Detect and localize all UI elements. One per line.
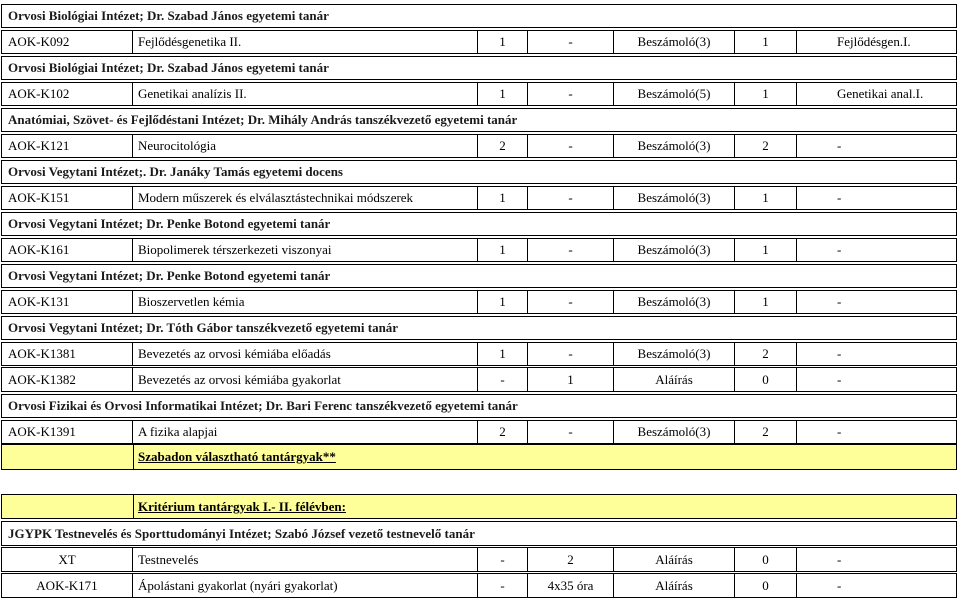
section-header bbox=[1, 521, 957, 546]
course-code: AOK-K151 bbox=[2, 187, 133, 209]
credit: 1 bbox=[735, 239, 797, 261]
prerequisite: Fejlődésgen.I. bbox=[837, 34, 911, 49]
course-code: AOK-K102 bbox=[2, 83, 133, 105]
lecture-hours: - bbox=[478, 548, 528, 571]
lecture-hours: 2 bbox=[478, 421, 528, 443]
prerequisite: - bbox=[837, 424, 842, 439]
prerequisite: - bbox=[837, 190, 842, 205]
lecture-hours: 1 bbox=[478, 239, 528, 261]
credit: 1 bbox=[735, 83, 797, 105]
exam-type: Aláírás bbox=[614, 368, 735, 391]
course-code: AOK-K1382 bbox=[2, 368, 133, 391]
lecture-hours: - bbox=[478, 368, 528, 391]
exam-type: Beszámoló(3) bbox=[614, 343, 735, 365]
course-name: Bevezetés az orvosi kémiába előadás bbox=[133, 343, 478, 365]
lecture-hours: 1 bbox=[478, 187, 528, 209]
practice-hours: - bbox=[528, 239, 614, 261]
course-name: A fizika alapjai bbox=[133, 421, 478, 443]
table-row bbox=[1, 238, 957, 262]
course-code: XT bbox=[2, 548, 133, 571]
course-name: Fejlődésgenetika II. bbox=[133, 31, 478, 53]
prerequisite: - bbox=[837, 551, 842, 567]
course-code: AOK-K161 bbox=[2, 239, 133, 261]
credit: 0 bbox=[735, 548, 797, 571]
section-title: Orvosi Biológiai Intézet; Dr. Szabad János egyetemi tanár bbox=[8, 8, 329, 23]
prerequisite: Genetikai anal.I. bbox=[837, 86, 924, 101]
section-title: Orvosi Fizikai és Orvosi Informatikai Intézet; Dr. Bari Ferenc tanszékvezető egyetemi tanár bbox=[8, 398, 518, 413]
course-code: AOK-K092 bbox=[2, 31, 133, 53]
empty-cell bbox=[2, 494, 134, 519]
exam-type: Beszámoló(3) bbox=[614, 187, 735, 209]
table-row bbox=[1, 342, 957, 366]
exam-type: Beszámoló(5) bbox=[614, 83, 735, 105]
section-header bbox=[1, 394, 957, 418]
table-row bbox=[1, 186, 957, 210]
section-title: Orvosi Biológiai Intézet; Dr. Szabad János egyetemi tanár bbox=[8, 60, 329, 75]
course-code: AOK-K171 bbox=[2, 574, 133, 597]
credit: 2 bbox=[735, 421, 797, 443]
exam-type: Aláírás bbox=[614, 548, 735, 571]
credit: 2 bbox=[735, 343, 797, 365]
course-code: AOK-K131 bbox=[2, 291, 133, 313]
prerequisite: - bbox=[837, 371, 842, 387]
section-header bbox=[1, 316, 957, 340]
table-row bbox=[1, 82, 957, 106]
highlight-row bbox=[1, 444, 957, 470]
lecture-hours: 1 bbox=[478, 31, 528, 53]
course-name: Bevezetés az orvosi kémiába gyakorlat bbox=[133, 368, 478, 391]
credit: 1 bbox=[735, 187, 797, 209]
practice-hours: - bbox=[528, 421, 614, 443]
highlight-row bbox=[1, 494, 957, 519]
credit: 0 bbox=[735, 368, 797, 391]
prerequisite: - bbox=[837, 242, 842, 257]
section-header bbox=[1, 160, 957, 184]
table-row bbox=[1, 573, 957, 598]
section-header bbox=[1, 4, 957, 28]
table-row bbox=[1, 367, 957, 392]
practice-hours: - bbox=[528, 291, 614, 313]
exam-type: Beszámoló(3) bbox=[614, 239, 735, 261]
credit: 1 bbox=[735, 291, 797, 313]
exam-type: Beszámoló(3) bbox=[614, 135, 735, 157]
section-title: Orvosi Vegytani Intézet; Dr. Penke Botond egyetemi tanár bbox=[8, 268, 331, 283]
section-title: Orvosi Vegytani Intézet; Dr. Penke Botond egyetemi tanár bbox=[8, 216, 331, 231]
prerequisite: - bbox=[837, 138, 842, 153]
table-row bbox=[1, 290, 957, 314]
table-row bbox=[1, 547, 957, 572]
practice-hours: - bbox=[528, 343, 614, 365]
course-name: Biopolimerek térszerkezeti viszonyai bbox=[133, 239, 478, 261]
table-row bbox=[1, 30, 957, 54]
table-row bbox=[1, 420, 957, 444]
prerequisite: - bbox=[837, 346, 842, 361]
exam-type: Aláírás bbox=[614, 574, 735, 597]
section-title: Orvosi Vegytani Intézet;. Dr. Janáky Tamás egyetemi docens bbox=[8, 164, 343, 179]
course-name: Genetikai analízis II. bbox=[133, 83, 478, 105]
course-name: Modern műszerek és elválasztástechnikai módszerek bbox=[133, 187, 478, 209]
course-name: Bioszervetlen kémia bbox=[133, 291, 478, 313]
practice-hours: - bbox=[528, 83, 614, 105]
course-name: Neurocitológia bbox=[133, 135, 478, 157]
lecture-hours: 2 bbox=[478, 135, 528, 157]
exam-type: Beszámoló(3) bbox=[614, 31, 735, 53]
prerequisite: - bbox=[837, 577, 842, 593]
course-code: AOK-K1381 bbox=[2, 343, 133, 365]
credit: 1 bbox=[735, 31, 797, 53]
practice-hours: 1 bbox=[528, 368, 614, 391]
practice-hours: 2 bbox=[528, 548, 614, 571]
course-code: AOK-K121 bbox=[2, 135, 133, 157]
lecture-hours: 1 bbox=[478, 83, 528, 105]
section-header bbox=[1, 56, 957, 80]
section-header bbox=[1, 108, 957, 132]
practice-hours: - bbox=[528, 135, 614, 157]
section-title: Orvosi Vegytani Intézet; Dr. Tóth Gábor tanszékvezető egyetemi tanár bbox=[8, 320, 399, 335]
lecture-hours: - bbox=[478, 574, 528, 597]
exam-type: Beszámoló(3) bbox=[614, 291, 735, 313]
section-title: JGYPK Testnevelés és Sporttudományi Intézet; Szabó József vezető testnevelő tanár bbox=[8, 525, 475, 541]
practice-hours: - bbox=[528, 187, 614, 209]
credit: 0 bbox=[735, 574, 797, 597]
lecture-hours: 1 bbox=[478, 291, 528, 313]
highlight-title: Kritérium tantárgyak I.- II. félévben: bbox=[138, 498, 346, 514]
exam-type: Beszámoló(3) bbox=[614, 421, 735, 443]
table-row bbox=[1, 134, 957, 158]
practice-hours: - bbox=[528, 31, 614, 53]
highlight-title: Szabadon választható tantárgyak** bbox=[138, 449, 336, 464]
section-header bbox=[1, 212, 957, 236]
practice-hours: 4x35 óra bbox=[528, 574, 614, 597]
course-code: AOK-K1391 bbox=[2, 421, 133, 443]
course-name: Ápolástani gyakorlat (nyári gyakorlat) bbox=[133, 574, 478, 597]
course-name: Testnevelés bbox=[133, 548, 478, 571]
section-header bbox=[1, 264, 957, 288]
section-title: Anatómiai, Szövet- és Fejlődéstani Intézet; Dr. Mihály András tanszékvezető egyetemi tanár bbox=[8, 112, 518, 127]
empty-cell bbox=[2, 444, 134, 470]
prerequisite: - bbox=[837, 294, 842, 309]
credit: 2 bbox=[735, 135, 797, 157]
lecture-hours: 1 bbox=[478, 343, 528, 365]
